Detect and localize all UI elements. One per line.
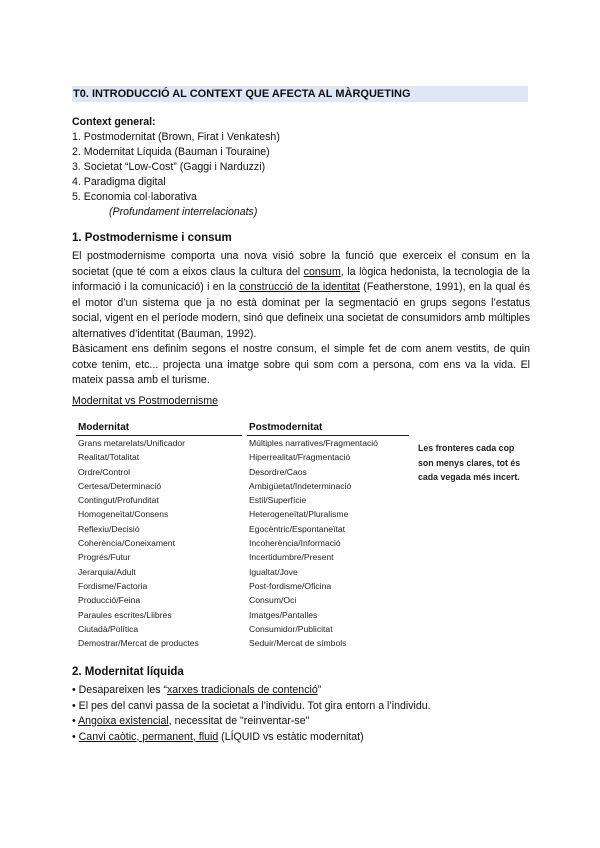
context-heading: Context general: [72,116,156,128]
list-item: Consumidor/Publicitat [249,623,333,634]
comparison-title: Modernitat vs Postmodernisme [72,395,219,407]
text-run: , la lògica hedonista, la tecnologia de la informació i la comunicació) i en la [72,265,530,293]
text-run: (Featherstone, 1991), en la qual és el motor d’un sistema que ja no està dominat per la segmentació en grups segons l’estatus social, vigent en el període modern, sinó que defineix una societat de consumidors amb múltiples alternatives d’identitat (Bauman, 1992). [72,281,530,340]
list-item: Contingut/Profunditat [78,495,159,506]
bullet-item [72,683,530,699]
list-item: Grans metarelats/Unificador [78,438,185,448]
postmodernitat-column [249,436,378,650]
context-item: 3. Societat “Low-Cost” (Gaggi i Narduzzi) [72,161,266,173]
section1-body [72,249,530,389]
list-item: Imatges/Pantalles [249,609,318,620]
section1-paragraph [72,249,530,342]
text-run: • [72,730,79,743]
list-item: Ciutadà/Política [78,623,139,634]
text-run: • [72,715,79,727]
underlined-term: Angoixa existencial [78,715,169,727]
list-item: Consum/Oci [249,595,297,606]
text-run: • El pes del canvi passa de la societat a l’individu. Tot gira entorn a l’individu. [72,699,431,712]
list-item: Post-fordisme/Oficina [249,580,332,591]
list-item: Certesa/Determinació [78,480,162,491]
list-item: Igualtat/Jove [249,566,298,577]
underlined-term: construcció de la identitat [239,281,360,293]
context-note: (Profundament interrelacionats) [109,206,258,218]
postmodernitat-header: Postmodernitat [249,422,323,433]
list-item: Heterogeneïtat/Pluralisme [249,509,349,520]
list-item: Ordre/Control [78,466,131,477]
list-item: Seduir/Mercat de símbols [249,638,347,649]
list-item: Desordre/Caos [249,466,307,477]
bullet-item [72,730,530,746]
list-item: Reflexiu/Decisió [78,523,140,534]
modernitat-column [78,436,199,650]
section2-title: 2. Modernitat líquida [72,666,184,678]
underlined-term: Canvi caòtic, permanent, fluid [78,730,219,743]
context-item: 2. Modernitat Líquida (Bauman i Touraine) [72,146,270,158]
list-item: Progrés/Futur [78,552,131,563]
section1-paragraph: Bàsicament ens definim segons el nostre consum, el simple fet de com anem vestits, de quin cotxe tenim, etc... projecta una imatge sobre qui som com a persona, com ens va la vida. El mateix passa amb el turisme. [72,343,530,386]
side-note: Les fronteres cada cop son menys clares, tot és cada vegada més incert. [418,443,521,482]
list-item: Egocèntric/Espontaneïtat [249,523,346,534]
list-item: Homogeneïtat/Consens [78,509,169,520]
text-run: El postmodernisme comporta una nova visió sobre la funció que exerceix el consum en la societat (que té com a eixos claus la cultura del [72,250,530,278]
context-general [72,115,528,220]
list-item: Producció/Feina [78,595,141,606]
list-item: Fordisme/Factoria [78,580,148,591]
list-item: Coherència/Coneixament [78,538,175,549]
list-item: Incoherència/Informació [249,538,341,549]
bullet-item [72,714,530,730]
context-item: 1. Postmodernitat (Brown, Firat i Venkatesh) [72,131,280,143]
list-item: Realitat/Totalitat [78,452,140,463]
modernitat-header: Modernitat [78,422,130,433]
list-item: Hiperrealitat/Fragmentació [249,452,351,463]
list-item: Incertidumbre/Present [249,552,334,563]
section1-title: 1. Postmodernisme i consum [72,232,232,244]
underlined-term: xarxes tradicionals de contenció [166,684,318,696]
section2-list [72,683,530,745]
context-item: 4. Paradigma digital [72,176,166,188]
list-item: Paraules escrites/Llibres [78,609,172,620]
text-run: , necessitat de "reinventar-se" [168,715,310,727]
list-item: Múltiples narratives/Fragmentació [249,438,378,448]
text-run: (LÍQUID vs estàtic modernitat) [218,730,364,743]
page-title: T0. INTRODUCCIÓ AL CONTEXT QUE AFECTA AL MÀRQUETING [72,86,528,102]
text-run: • Desapareixen les “ [72,684,167,696]
list-item: Estil/Superfície [249,495,307,506]
list-item: Demostrar/Mercat de productes [78,638,199,649]
list-item: Jerarquia/Adult [78,566,136,577]
underlined-term: consum [303,265,341,278]
list-item: Ambigüetat/Indeterminació [249,480,352,491]
context-item: 5. Economia col·laborativa [72,191,197,203]
bullet-item [72,699,530,715]
text-run: ” [317,684,322,696]
